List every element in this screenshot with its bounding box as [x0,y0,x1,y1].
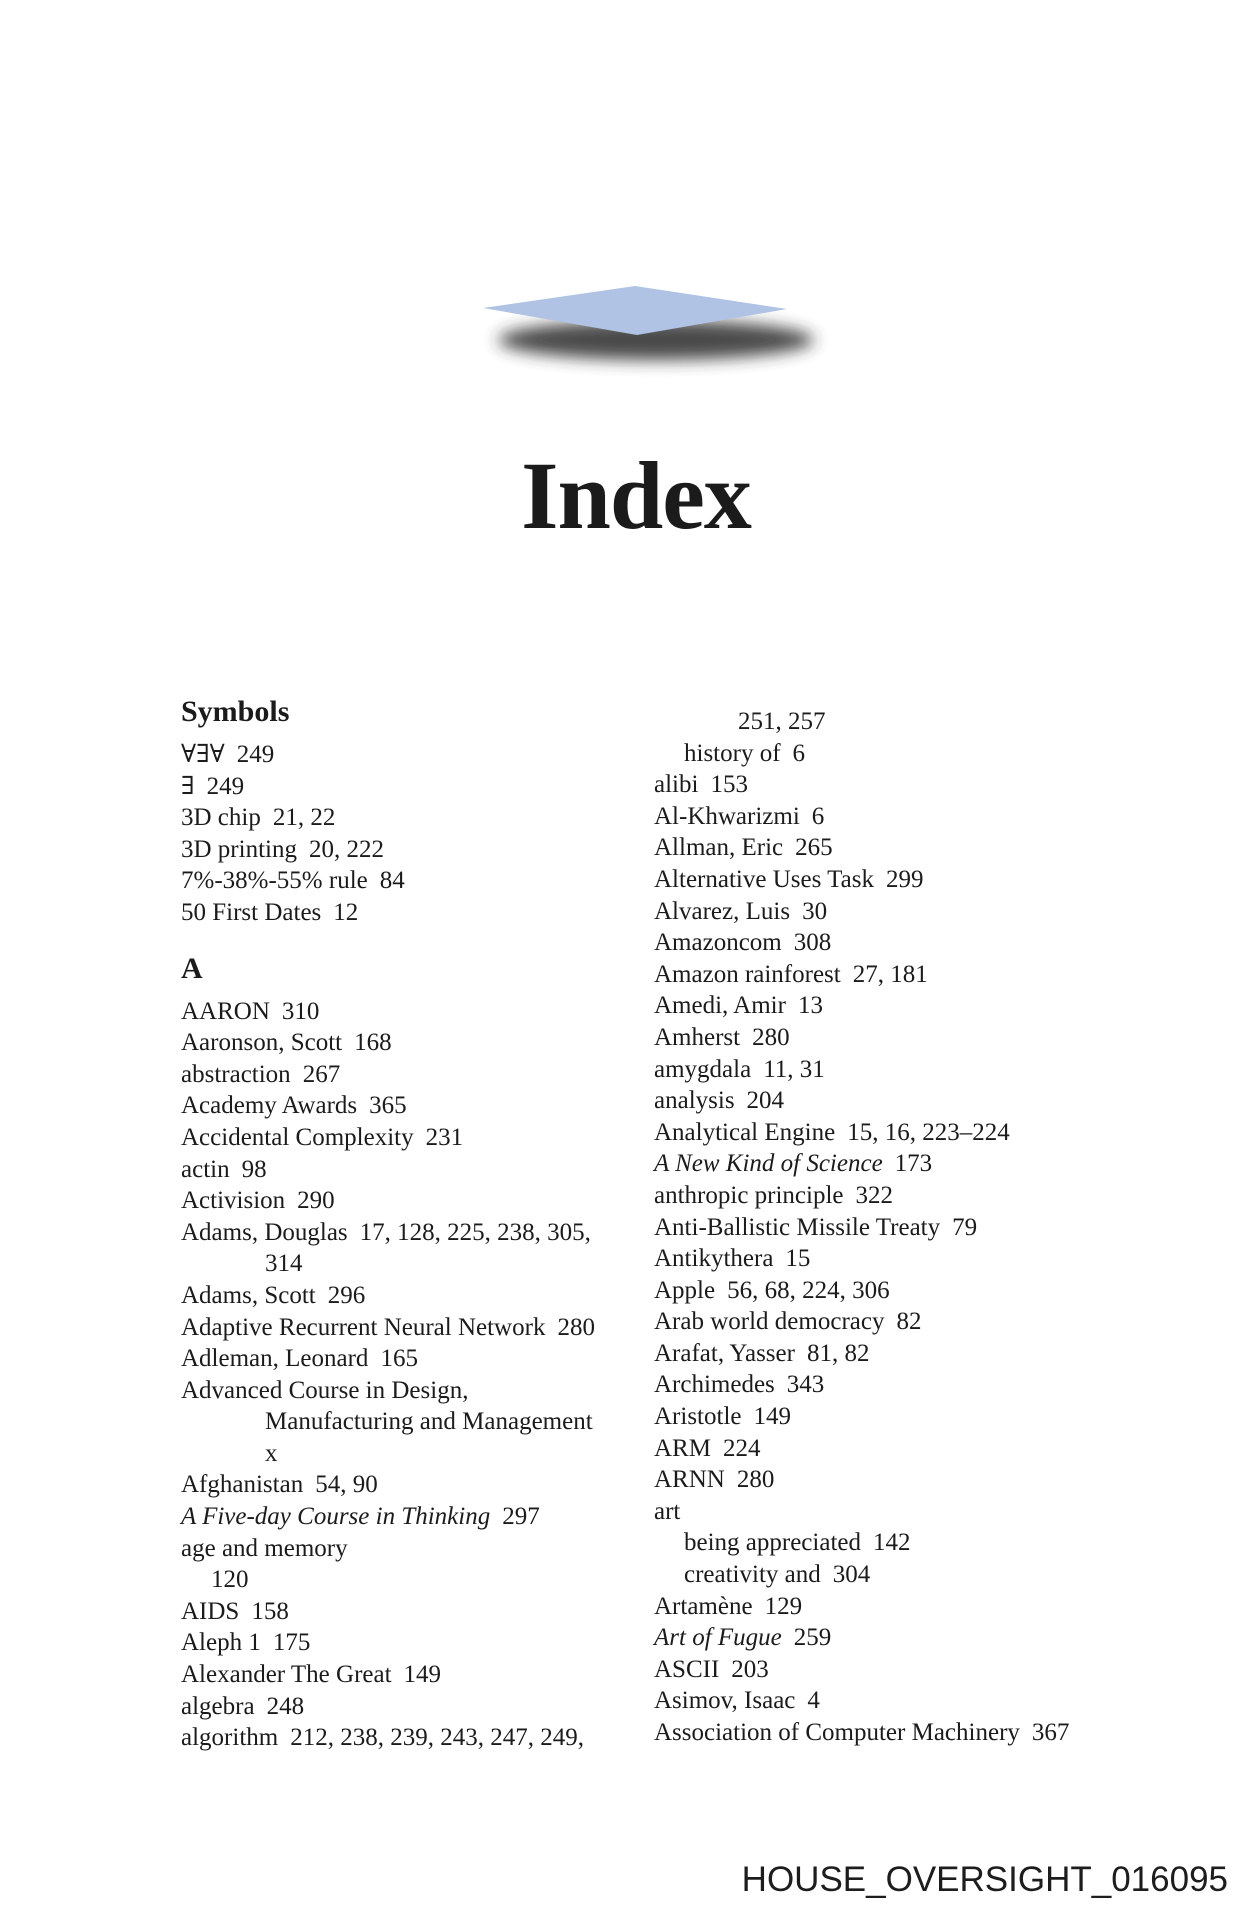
entry-term: AIDS [181,1597,240,1625]
index-entry [181,1438,651,1470]
entry-pages: 308 [793,929,832,957]
entry-term: actin [181,1155,230,1183]
index-section-header [181,694,651,730]
entry-pages: 248 [266,1692,305,1720]
entry-term: Asimov, Isaac [654,1687,796,1715]
entry-pages: 168 [354,1029,392,1057]
index-entry [654,1275,1248,1307]
entry-term: A [181,951,203,985]
index-entry [181,897,651,929]
entry-term: Amazoncom [654,929,782,957]
entry-term: Academy Awards [181,1092,358,1120]
entry-term: Apple [654,1276,716,1304]
entry-term: amygdala [654,1055,752,1083]
index-entry [654,1559,1248,1591]
entry-term: Afghanistan [181,1471,304,1499]
index-entry [654,1117,1248,1149]
entry-pages: 173 [894,1150,933,1178]
index-entry [654,1685,1248,1717]
entry-pages: 343 [786,1371,825,1399]
entry-pages: 299 [885,865,924,893]
entry-term: ∃ [181,772,195,800]
entry-pages: 6 [792,739,806,767]
index-entry [181,1501,651,1533]
entry-term: Alternative Uses Task [654,865,874,893]
index-column-right [654,694,1248,1749]
index-entry [181,996,651,1028]
entry-term: Alvarez, Luis [654,897,791,925]
entry-pages: 11, 31 [763,1055,825,1083]
index-entry [654,1212,1248,1244]
entry-pages: 280 [557,1313,595,1341]
index-entry [654,896,1248,928]
entry-pages: 367 [1031,1719,1070,1746]
entry-term: Adleman, Leonard [181,1345,369,1373]
entry-pages: 212, 238, 239, 243, 247, 249, [290,1724,584,1752]
entry-term: 120 [211,1566,249,1594]
entry-term: art [654,1497,681,1525]
entry-term: Arab world democracy [654,1308,885,1336]
index-entry [654,864,1248,896]
entry-term: ARM [654,1434,711,1462]
entry-pages: 365 [369,1092,407,1120]
index-entry [654,1622,1248,1654]
entry-pages: 13 [797,992,823,1020]
entry-pages: 203 [731,1655,769,1683]
entry-term: Aristotle [654,1403,742,1431]
entry-term: Adams, Scott [181,1281,316,1309]
index-entry [181,1564,651,1596]
entry-term: Alexander The Great [181,1661,392,1689]
entry-term: creativity and [684,1561,821,1589]
index-entry [654,1717,1248,1749]
index-entry [654,801,1248,833]
entry-pages: 304 [832,1561,871,1589]
index-entry [181,1691,651,1723]
entry-pages: 310 [281,997,320,1025]
index-entry [181,865,651,897]
entry-term: age and memory [181,1534,348,1562]
entry-pages: 81, 82 [806,1339,870,1367]
entry-pages: 84 [379,867,405,895]
index-entry [654,1496,1248,1528]
entry-pages: 224 [722,1434,761,1462]
index-entry [181,1217,651,1249]
entry-term: Adams, Douglas [181,1218,348,1246]
entry-term: Antikythera [654,1245,774,1273]
entry-pages: 267 [302,1060,341,1088]
entry-pages: 280 [736,1466,775,1494]
entry-term: history of [684,739,781,767]
entry-term: Art of Fugue [654,1624,782,1652]
entry-term: 314 [265,1250,303,1278]
index-entry [181,1280,651,1312]
document-id-stamp: HOUSE_OVERSIGHT_016095 [741,1860,1228,1899]
entry-pages: 129 [764,1592,803,1620]
index-entry [654,1054,1248,1086]
entry-pages: 17, 128, 225, 238, 305, [359,1218,591,1246]
entry-pages: 15 [785,1245,811,1273]
entry-pages: 82 [896,1308,922,1336]
entry-term: Amherst [654,1023,741,1051]
entry-term: algebra [181,1692,255,1720]
entry-term: ARNN [654,1466,725,1494]
index-entry [654,1369,1248,1401]
index-entry [654,1180,1248,1212]
entry-term: A Five-day Course in Thinking [181,1503,491,1531]
index-entry [181,802,651,834]
entry-pages: 15, 16, 223–224 [847,1118,1010,1146]
index-entry [181,834,651,866]
index-entry [181,1533,651,1565]
index-entry [181,1122,651,1154]
index-entry [654,769,1248,801]
index-entry [654,738,1248,770]
entry-pages: 12 [333,898,359,926]
entry-pages: 54, 90 [315,1471,378,1499]
entry-pages: 231 [425,1123,464,1151]
entry-term: 251, 257 [738,708,826,735]
entry-term: A New Kind of Science [654,1150,883,1178]
index-entry [181,1627,651,1659]
entry-pages: 265 [795,834,833,862]
entry-term: Analytical Engine [654,1118,836,1146]
index-entry [654,1022,1248,1054]
entry-term: being appreciated [684,1529,861,1557]
index-entry [181,1027,651,1059]
index-column-left [181,694,651,1754]
index-entry [181,1248,651,1280]
index-entry [654,1401,1248,1433]
index-section-header [181,951,651,987]
index-entry [181,771,651,803]
entry-pages: 20, 222 [308,835,384,863]
index-entry [181,1185,651,1217]
entry-term: Al-Khwarizmi [654,802,800,830]
entry-term: Amazon rainforest [654,960,841,988]
entry-pages: 142 [873,1529,911,1557]
entry-term: Arafat, Yasser [654,1339,795,1367]
entry-term: Accidental Complexity [181,1123,414,1151]
entry-pages: 259 [793,1624,832,1652]
entry-term: algorithm [181,1724,279,1752]
index-entry [181,1375,651,1407]
entry-term: 50 First Dates [181,898,322,926]
index-entry [181,739,651,771]
entry-term: alibi [654,771,699,799]
entry-pages: 4 [807,1687,820,1715]
index-entry [654,706,1248,738]
entry-pages: 149 [753,1403,791,1431]
index-entry [654,990,1248,1022]
entry-pages: 175 [272,1629,311,1657]
index-entry [654,1654,1248,1686]
entry-term: ASCII [654,1655,720,1683]
entry-pages: 158 [251,1597,289,1625]
index-entry [181,1722,651,1754]
entry-term: Advanced Course in Design, [181,1376,469,1404]
entry-term: Association of Computer Machinery [654,1719,1020,1746]
entry-term: Aleph 1 [181,1629,261,1657]
entry-pages: 6 [811,802,825,830]
entry-term: ∀∃∀ [181,741,225,768]
index-entry [654,1338,1248,1370]
entry-pages: 322 [855,1181,894,1209]
index-entry [181,1469,651,1501]
entry-term: Symbols [181,695,290,728]
entry-pages: 249 [236,741,275,768]
entry-term: 7%-38%-55% rule [181,867,368,895]
entry-term: Amedi, Amir [654,992,786,1020]
entry-pages: 297 [502,1503,540,1531]
entry-term: Archimedes [654,1371,775,1399]
entry-pages: 21, 22 [272,804,336,832]
entry-pages: 296 [327,1281,366,1309]
entry-term: x [265,1439,278,1467]
entry-term: Activision [181,1187,286,1215]
index-entry [181,1090,651,1122]
entry-pages: 149 [403,1661,442,1689]
index-entry [181,1312,651,1344]
entry-pages: 27, 181 [852,960,928,988]
index-entry [181,1406,651,1438]
index-entry [654,1464,1248,1496]
index-entry [654,832,1248,864]
entry-term: Adaptive Recurrent Neural Network [181,1313,546,1341]
entry-pages: 280 [752,1023,790,1051]
entry-term: Artamène [654,1592,753,1620]
entry-pages: 165 [380,1345,418,1373]
index-entry [654,927,1248,959]
entry-pages: 204 [746,1087,785,1115]
entry-pages: 98 [241,1155,267,1183]
entry-pages: 153 [710,771,748,799]
index-entry [181,1659,651,1691]
diamond-ornament-icon [440,258,860,388]
entry-term: AARON [181,997,270,1025]
entry-pages: 290 [297,1187,335,1215]
entry-term: Aaronson, Scott [181,1029,343,1057]
index-entry [181,1154,651,1186]
entry-term: 3D chip [181,804,261,832]
entry-term: analysis [654,1087,735,1115]
entry-pages: 30 [802,897,828,925]
index-entry [654,1433,1248,1465]
index-entry [654,1306,1248,1338]
entry-pages: 249 [206,772,245,800]
index-entry [654,1591,1248,1623]
index-entry [654,1527,1248,1559]
index-entry [181,1596,651,1628]
index-entry [654,1243,1248,1275]
index-entry [654,1085,1248,1117]
entry-term: anthropic principle [654,1181,844,1209]
entry-term: Manufacturing and Management [265,1408,593,1436]
entry-term: abstraction [181,1060,291,1088]
entry-pages: 56, 68, 224, 306 [727,1276,890,1304]
entry-term: Allman, Eric [654,834,784,862]
entry-pages: 79 [952,1213,978,1241]
entry-term: 3D printing [181,835,297,863]
index-entry [654,1148,1248,1180]
index-entry [181,1343,651,1375]
page-title: Index [521,442,751,549]
index-entry [181,1059,651,1091]
entry-term: Anti-Ballistic Missile Treaty [654,1213,941,1241]
index-entry [654,959,1248,991]
